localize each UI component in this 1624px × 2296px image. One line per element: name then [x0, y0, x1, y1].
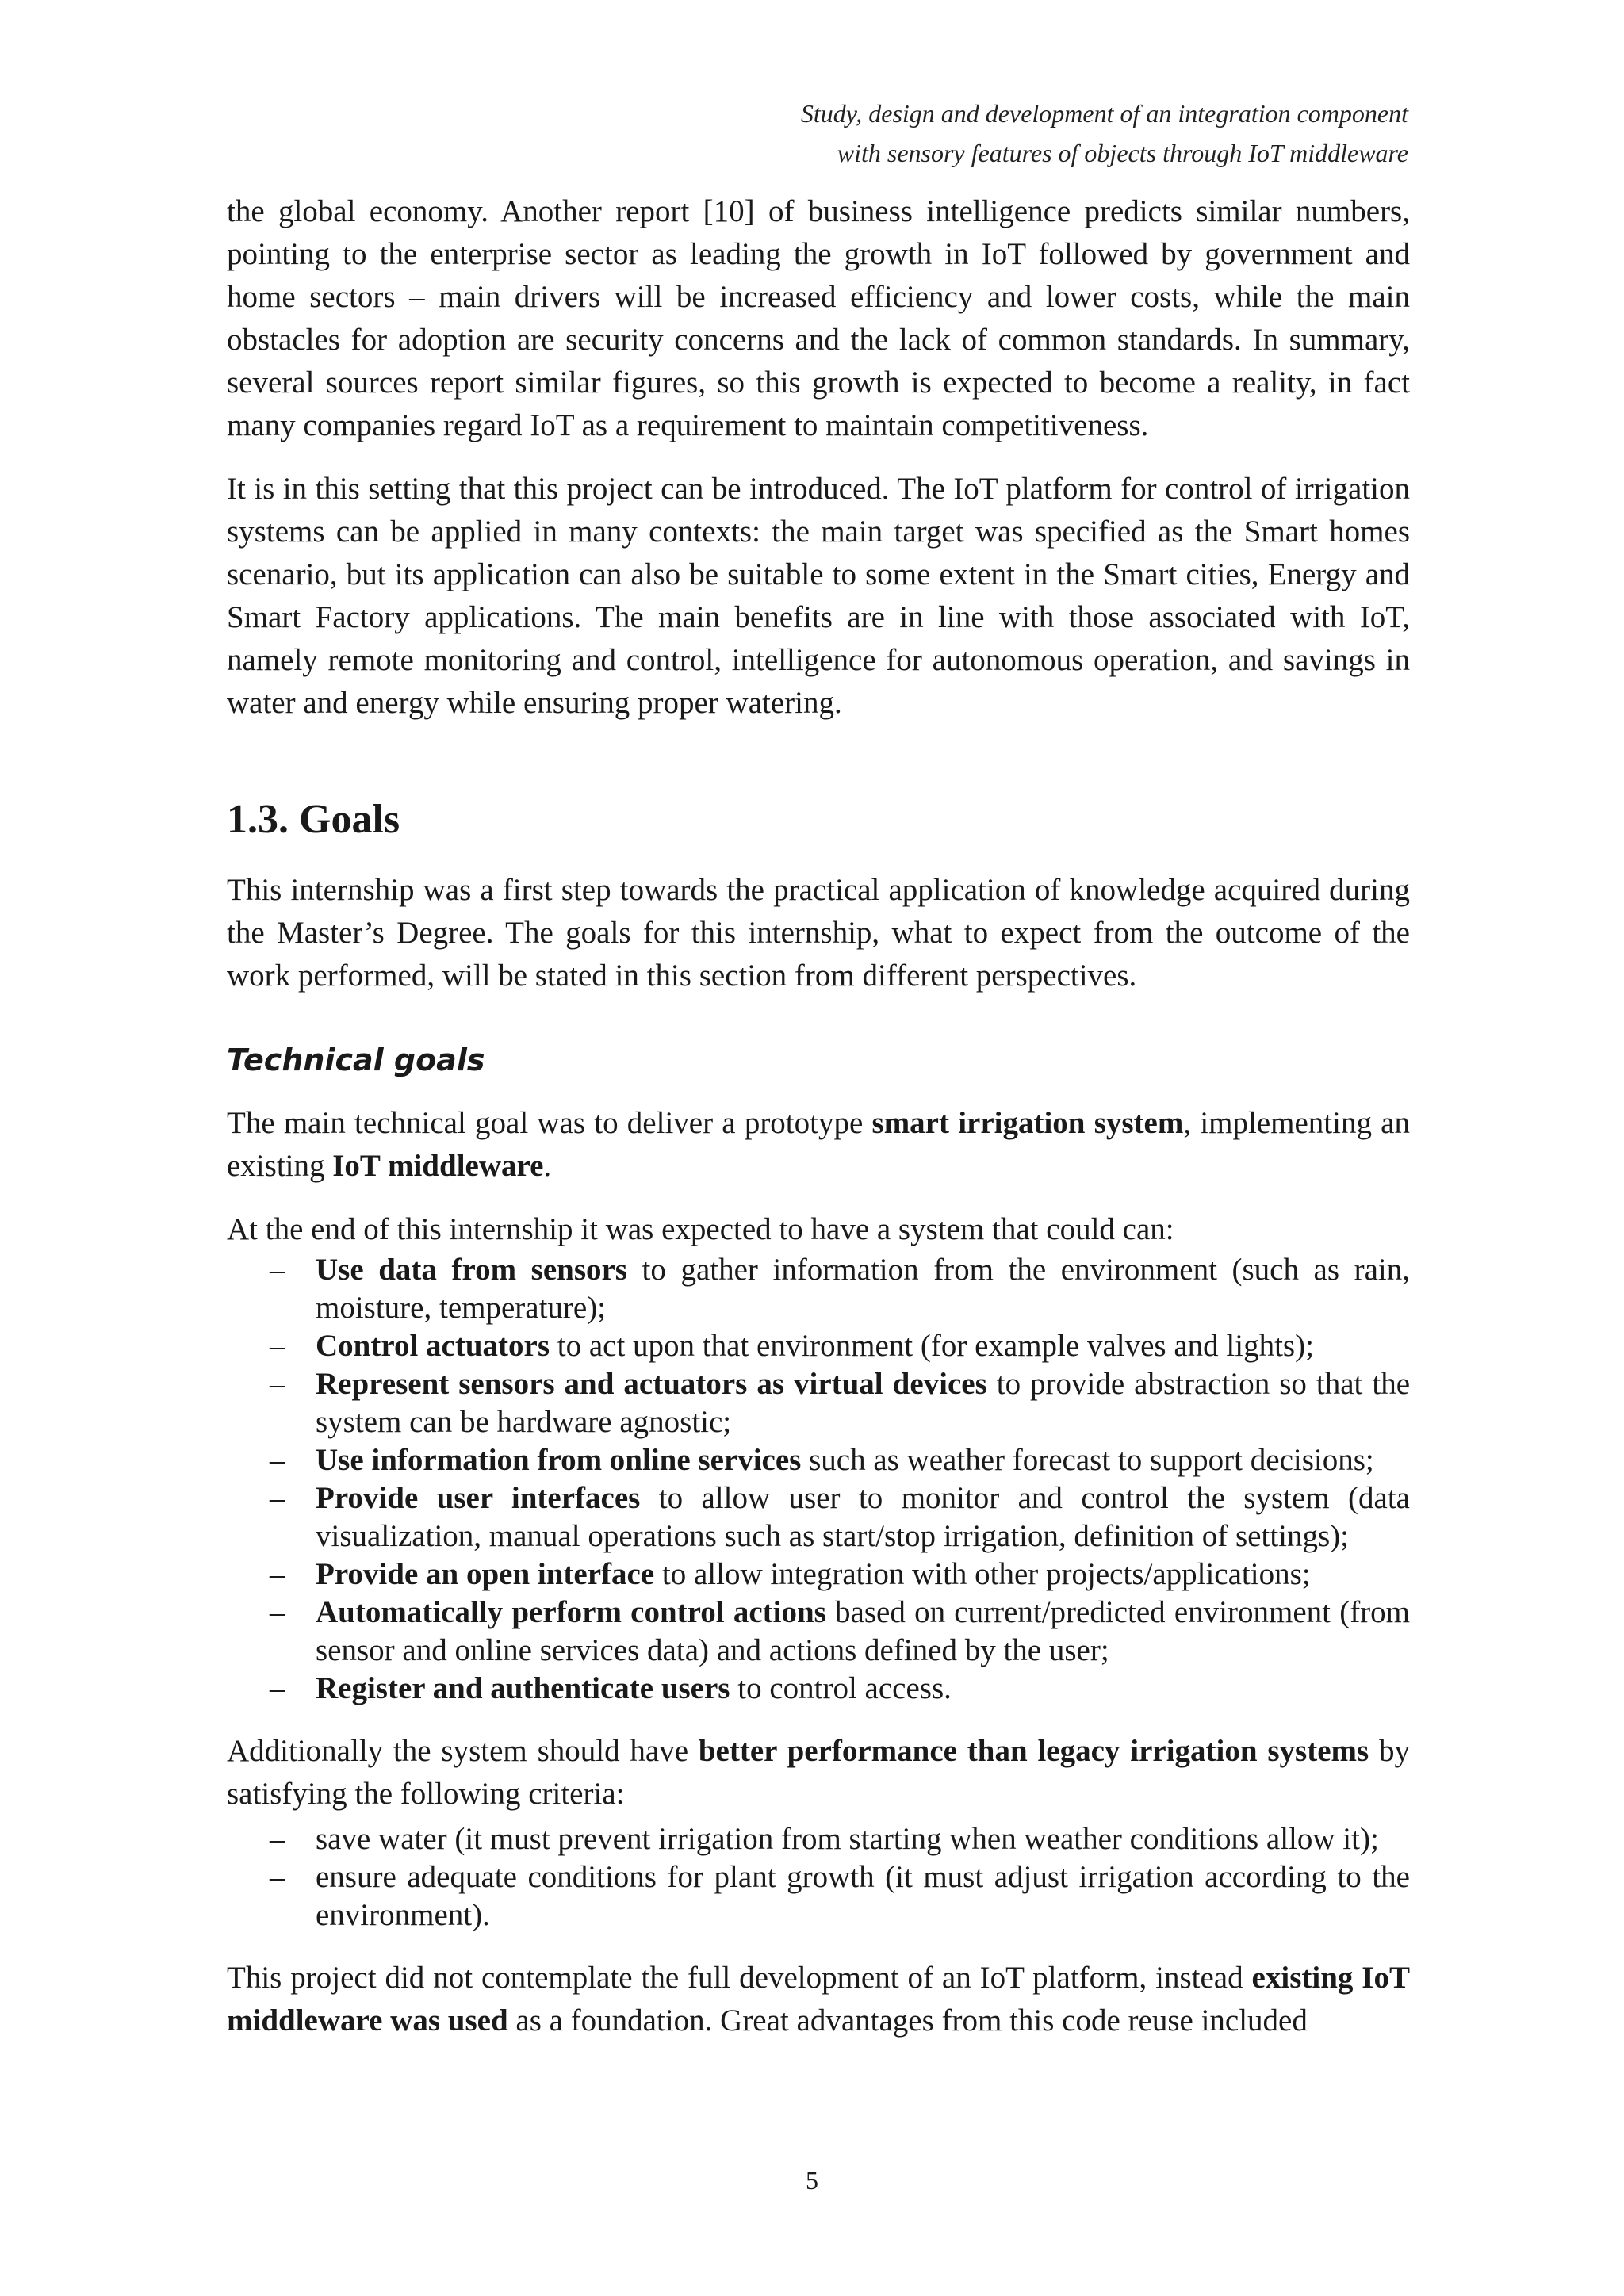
dash-bullet: –	[270, 1822, 285, 1856]
dash-bullet: –	[270, 1367, 285, 1401]
goals-list	[227, 1251, 1410, 1708]
paragraph-setting: It is in this setting that this project can be introduced. The IoT platform for control of irrigation systems can be applied in many contexts: the main target was specified as the Smart homes scenario, but its application can also be suitable to some extent in the Smart cities, Energy and Smart Factory applications. The main benefits are in line with those associated with IoT, namely remote monitoring and control, intelligence for autonomous operation, and savings in water and energy while ensuring proper watering.	[227, 472, 1410, 720]
list-item-text: ensure adequate conditions for plant growth (it must adjust irrigation according to the environment).	[316, 1860, 1410, 1932]
list-item-text: such as weather forecast to support decisions;	[801, 1443, 1374, 1477]
running-header-line-1: Study, design and development of an integration component	[800, 99, 1408, 128]
list-item-bold: Provide user interfaces	[316, 1481, 641, 1515]
list-item-bold: Register and authenticate users	[316, 1671, 730, 1705]
list-item-text: save water (it must prevent irrigation from starting when weather conditions allow it);	[316, 1822, 1379, 1856]
middleware-bold: existing IoT middleware was used	[227, 1961, 1410, 2038]
paragraph-internship: This internship was a first step towards the practical application of knowledge acquired during the Master’s Degree. The goals for this internship, what to expect from the outcome of the work performed, will be stated in this section from different perspectives.	[227, 873, 1410, 993]
main-goal-text-3: .	[543, 1149, 552, 1183]
list-item-bold: Provide an open interface	[316, 1557, 655, 1591]
list-item-bold: Represent sensors and actuators as virtual devices	[316, 1367, 987, 1401]
list-item-text: to provide abstraction so that the system can be hardware agnostic;	[316, 1367, 1410, 1439]
list-item	[270, 1251, 1410, 1327]
subheading-technical-goals: Technical goals	[227, 1043, 485, 1077]
list-item-text: based on current/predicted environment (from sensor and online services data) and actions defined by the user;	[316, 1595, 1411, 1667]
list-item-text: to act upon that environment (for example valves and lights);	[550, 1329, 1314, 1363]
paragraph-main-goal	[227, 1102, 1410, 1188]
list-item	[270, 1327, 1410, 1365]
middleware-text-1: This project did not contemplate the full development of an IoT platform, instead	[227, 1961, 1252, 1995]
list-item-bold: Control actuators	[316, 1329, 550, 1363]
section-heading-goals: 1.3. Goals	[227, 797, 400, 842]
main-goal-bold-1: smart irrigation system	[871, 1106, 1184, 1140]
page-body	[227, 190, 1410, 2042]
performance-bold: better performance than legacy irrigation systems	[698, 1734, 1369, 1768]
list-item-text: to allow integration with other projects/applications;	[654, 1557, 1311, 1591]
list-item	[270, 1556, 1410, 1594]
dash-bullet: –	[270, 1329, 285, 1363]
list-item	[270, 1441, 1410, 1479]
performance-text-1: Additionally the system should have	[227, 1734, 699, 1768]
dash-bullet: –	[270, 1557, 285, 1591]
list-item-text: to gather information from the environment (such as rain, moisture, temperature);	[316, 1253, 1410, 1325]
dash-bullet: –	[270, 1860, 285, 1894]
performance-text-2: by satisfying the following criteria:	[227, 1734, 1411, 1811]
list-item	[270, 1594, 1411, 1670]
list-item	[270, 1858, 1410, 1934]
main-goal-bold-2: IoT middleware	[332, 1149, 544, 1183]
list-item	[270, 1365, 1410, 1441]
running-header	[801, 94, 1408, 173]
list-item	[270, 1670, 1410, 1708]
dash-bullet: –	[270, 1443, 285, 1477]
list-item	[270, 1820, 1410, 1858]
list-item-bold: Use information from online services	[316, 1443, 802, 1477]
list-item-bold: Use data from sensors	[316, 1253, 627, 1287]
dash-bullet: –	[270, 1481, 285, 1515]
dash-bullet: –	[270, 1253, 285, 1287]
list-item-text: to control access.	[730, 1671, 952, 1705]
criteria-list	[227, 1820, 1410, 1934]
paragraph-expectation: At the end of this internship it was expected to have a system that could can:	[227, 1212, 1174, 1246]
paragraph-middleware	[227, 1957, 1410, 2042]
page-number: 5	[806, 2166, 818, 2195]
middleware-text-2: as a foundation. Great advantages from this code reuse included	[508, 2003, 1308, 2038]
list-item-bold: Automatically perform control actions	[316, 1595, 826, 1629]
main-goal-text-1: The main technical goal was to deliver a prototype	[227, 1106, 872, 1140]
list-item-text: to allow user to monitor and control the system (data visualization, manual operations such as start/stop irrigation, definition of settings);	[316, 1481, 1410, 1553]
list-item	[270, 1479, 1410, 1556]
running-header-line-2: with sensory features of objects through IoT middleware	[837, 139, 1408, 167]
dash-bullet: –	[270, 1671, 285, 1705]
paragraph-performance	[227, 1730, 1410, 1816]
paragraph-economy: the global economy. Another report [10] of business intelligence predicts similar numbers, pointing to the enterprise sector as leading the growth in IoT followed by government and home sectors – main drivers will be increased efficiency and lower costs, while the main obstacles for adoption are security concerns and the lack of common standards. In summary, several sources report similar figures, so this growth is expected to become a reality, in fact many companies regard IoT as a requirement to maintain competitiveness.	[227, 194, 1410, 442]
main-goal-text-2: , implementing an existing	[227, 1106, 1410, 1183]
dash-bullet: –	[270, 1595, 285, 1629]
